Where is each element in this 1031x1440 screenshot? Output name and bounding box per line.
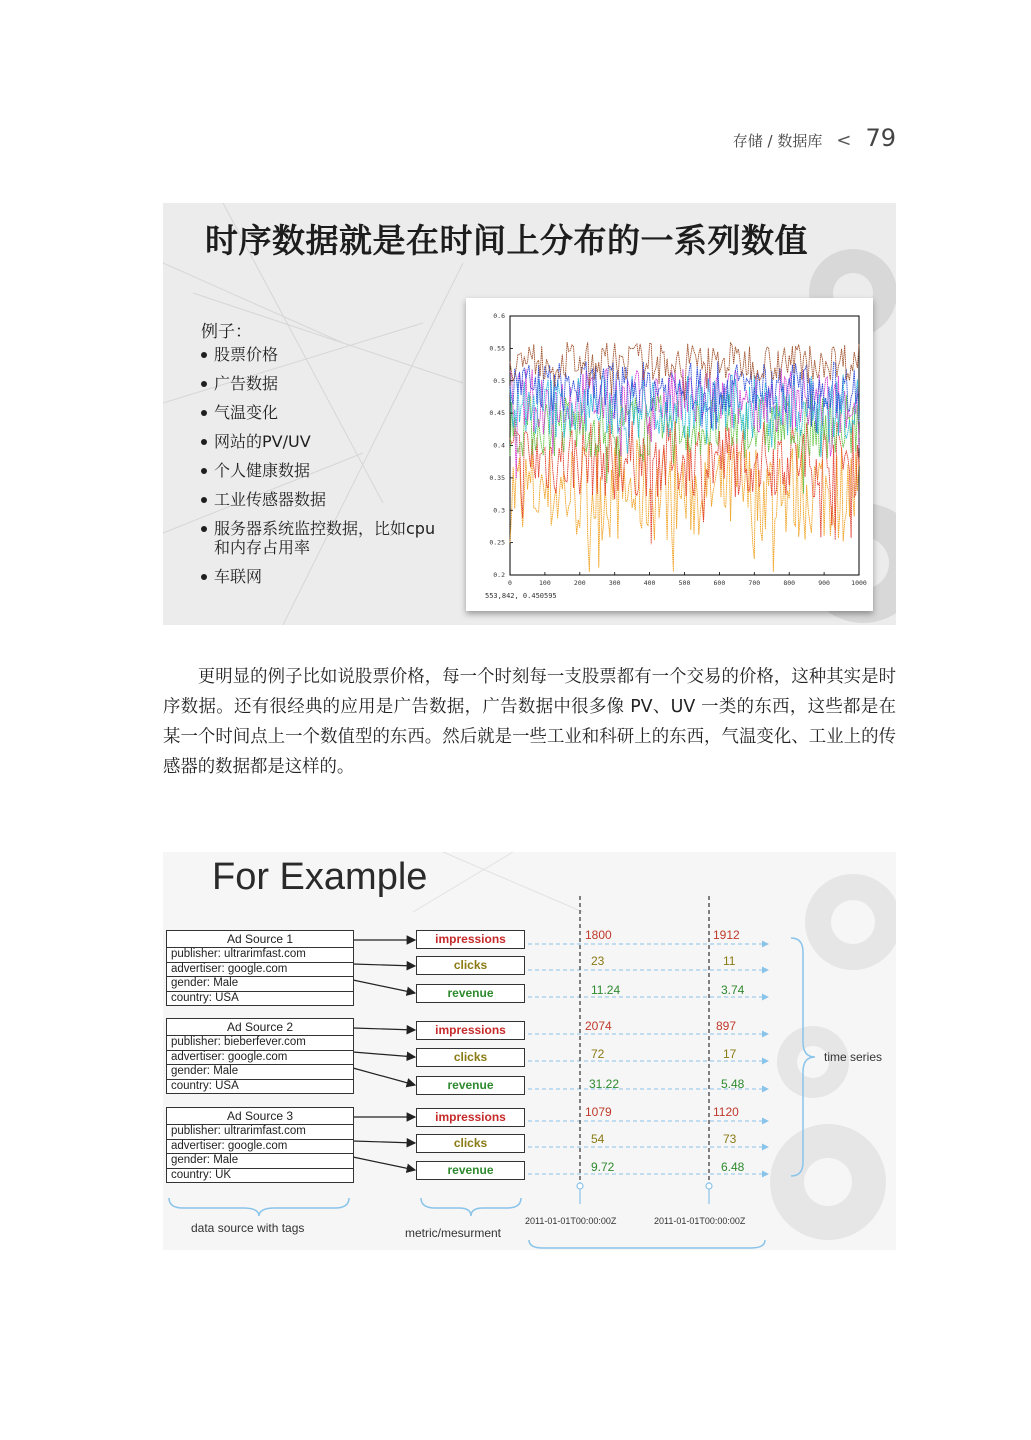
y-tick-label: 0.25 <box>489 538 505 547</box>
examples-heading: 例子： <box>201 322 252 342</box>
slide-title: 时序数据就是在时间上分布的一系列数值 <box>205 221 808 260</box>
value-clicks: 11 <box>723 954 736 968</box>
y-tick-label: 0.35 <box>489 473 505 482</box>
page-number: 79 <box>865 124 896 152</box>
list-item: 网站的PV/UV <box>201 432 451 451</box>
value-clicks: 73 <box>723 1132 737 1146</box>
ad-source-box <box>166 1107 354 1183</box>
value-revenue: 31.22 <box>589 1077 620 1091</box>
metric-impressions: impressions <box>416 1021 525 1040</box>
value-revenue: 9.72 <box>591 1160 615 1174</box>
x-tick-label: 300 <box>608 579 621 587</box>
tag-country: country: UK <box>171 1168 232 1181</box>
y-tick-label: 0.4 <box>493 441 505 450</box>
ad-source-box <box>166 930 354 1006</box>
ad-source-name: Ad Source 1 <box>167 931 353 948</box>
value-impressions: 2074 <box>585 1019 612 1033</box>
y-tick-label: 0.45 <box>489 409 505 418</box>
x-tick-label: 200 <box>573 579 586 587</box>
time-point-marker <box>577 1183 583 1189</box>
value-impressions: 1912 <box>713 928 740 942</box>
separator: < <box>836 130 852 151</box>
value-impressions: 1800 <box>585 928 612 942</box>
metric-revenue: revenue <box>416 1161 525 1180</box>
value-impressions: 897 <box>716 1019 737 1033</box>
x-tick-label: 700 <box>748 579 761 587</box>
tag-publisher: publisher: ultrarimfast.com <box>167 1125 353 1140</box>
tag-publisher: publisher: bieberfever.com <box>167 1036 353 1051</box>
tag-gender: gender: Male <box>167 977 353 992</box>
ad-source-name: Ad Source 2 <box>167 1019 353 1036</box>
arrow-connector <box>353 1068 415 1085</box>
metric-impressions: impressions <box>416 930 525 949</box>
arrow-connector <box>353 1052 415 1057</box>
metric-clicks: clicks <box>416 1134 525 1153</box>
x-tick-label: 0 <box>508 579 512 587</box>
list-item: 工业传感器数据 <box>201 490 451 509</box>
list-item: 车联网 <box>201 567 451 586</box>
value-revenue: 11.24 <box>591 983 621 997</box>
arrow-connector <box>353 1141 415 1143</box>
body-paragraph: 更明显的例子比如说股票价格，每一个时刻每一支股票都有一个交易的价格，这种其实是时序数据。还有很经典的应用是广告数据，广告数据中很多像 PV、UV 一类的东西，这些都是在某一个时间点上一个数值型的东西。然后就是一些工业和科研上的东西，气温变化、工业上的传感器的数据都是这样的。 <box>163 667 896 777</box>
list-item: 服务器系统监控数据，比如cpu和内存占用率 <box>201 519 451 557</box>
x-tick-label: 600 <box>713 579 726 587</box>
time-series-label: time series <box>824 1050 883 1064</box>
y-tick-label: 0.6 <box>493 312 505 320</box>
slide-title: For Example <box>212 856 428 898</box>
metrics-brace <box>421 1198 521 1216</box>
y-tick-label: 0.5 <box>493 376 505 385</box>
y-tick-label: 0.3 <box>493 506 505 515</box>
ad-source-name: Ad Source 3 <box>167 1108 353 1125</box>
list-item: 股票价格 <box>201 345 451 364</box>
value-clicks: 17 <box>723 1047 737 1061</box>
value-clicks: 54 <box>591 1132 605 1146</box>
value-revenue: 6.48 <box>721 1160 745 1174</box>
examples-list <box>201 345 451 596</box>
value-impressions: 1120 <box>713 1105 739 1119</box>
timestamp: 2011-01-01T00:00:00Z <box>654 1216 746 1226</box>
tag-gender: gender: Male <box>167 1154 353 1169</box>
section-title: 存储 / 数据库 <box>732 132 823 150</box>
y-tick-label: 0.2 <box>493 571 505 579</box>
metric-impressions: impressions <box>416 1108 525 1127</box>
metric-revenue: revenue <box>416 1076 525 1095</box>
arrow-connector <box>353 1028 415 1030</box>
arrow-connector <box>353 1157 415 1170</box>
x-tick-label: 800 <box>783 579 796 587</box>
metric-clicks: clicks <box>416 956 525 975</box>
tag-advertiser: advertiser: google.com <box>167 1140 353 1155</box>
value-clicks: 23 <box>591 954 605 968</box>
value-revenue: 5.48 <box>721 1077 745 1091</box>
list-item: 个人健康数据 <box>201 461 451 480</box>
tag-advertiser: advertiser: google.com <box>167 1051 353 1066</box>
timeseries-slide <box>163 203 896 625</box>
coordinate-readout: 553,842, 0.450595 <box>485 592 557 600</box>
x-tick-label: 500 <box>678 579 691 587</box>
list-item: 气温变化 <box>201 403 451 422</box>
value-impressions: 1079 <box>585 1105 612 1119</box>
running-header <box>733 124 896 152</box>
x-tick-label: 1000 <box>851 579 867 587</box>
example-slide <box>163 852 896 1250</box>
timeseries-chart <box>466 298 873 611</box>
chart-card <box>466 298 873 611</box>
arrow-connector <box>353 964 415 966</box>
tag-country: country: USA <box>171 991 239 1004</box>
tag-publisher: publisher: ultrarimfast.com <box>167 948 353 963</box>
metric-clicks: clicks <box>416 1048 525 1067</box>
x-tick-label: 100 <box>539 579 551 587</box>
metric-label: metric/mesurment <box>405 1226 502 1240</box>
list-item: 广告数据 <box>201 374 451 393</box>
tag-country: country: USA <box>171 1079 239 1092</box>
data-source-label: data source with tags <box>191 1221 305 1235</box>
timestamp: 2011-01-01T00:00:00Z <box>525 1216 617 1226</box>
arrow-connector <box>353 980 415 993</box>
tag-gender: gender: Male <box>167 1065 353 1080</box>
ad-source-box <box>166 1018 354 1094</box>
value-revenue: 3.74 <box>721 983 745 997</box>
value-clicks: 72 <box>591 1047 605 1061</box>
x-tick-label: 400 <box>643 579 656 587</box>
x-tick-label: 900 <box>818 579 830 587</box>
metric-revenue: revenue <box>416 984 525 1003</box>
tag-advertiser: advertiser: google.com <box>167 963 353 978</box>
timestamps-brace <box>529 1240 765 1248</box>
y-tick-label: 0.55 <box>489 344 505 353</box>
series-brace <box>791 938 815 1176</box>
sources-brace <box>169 1198 349 1216</box>
time-point-marker <box>706 1183 712 1189</box>
